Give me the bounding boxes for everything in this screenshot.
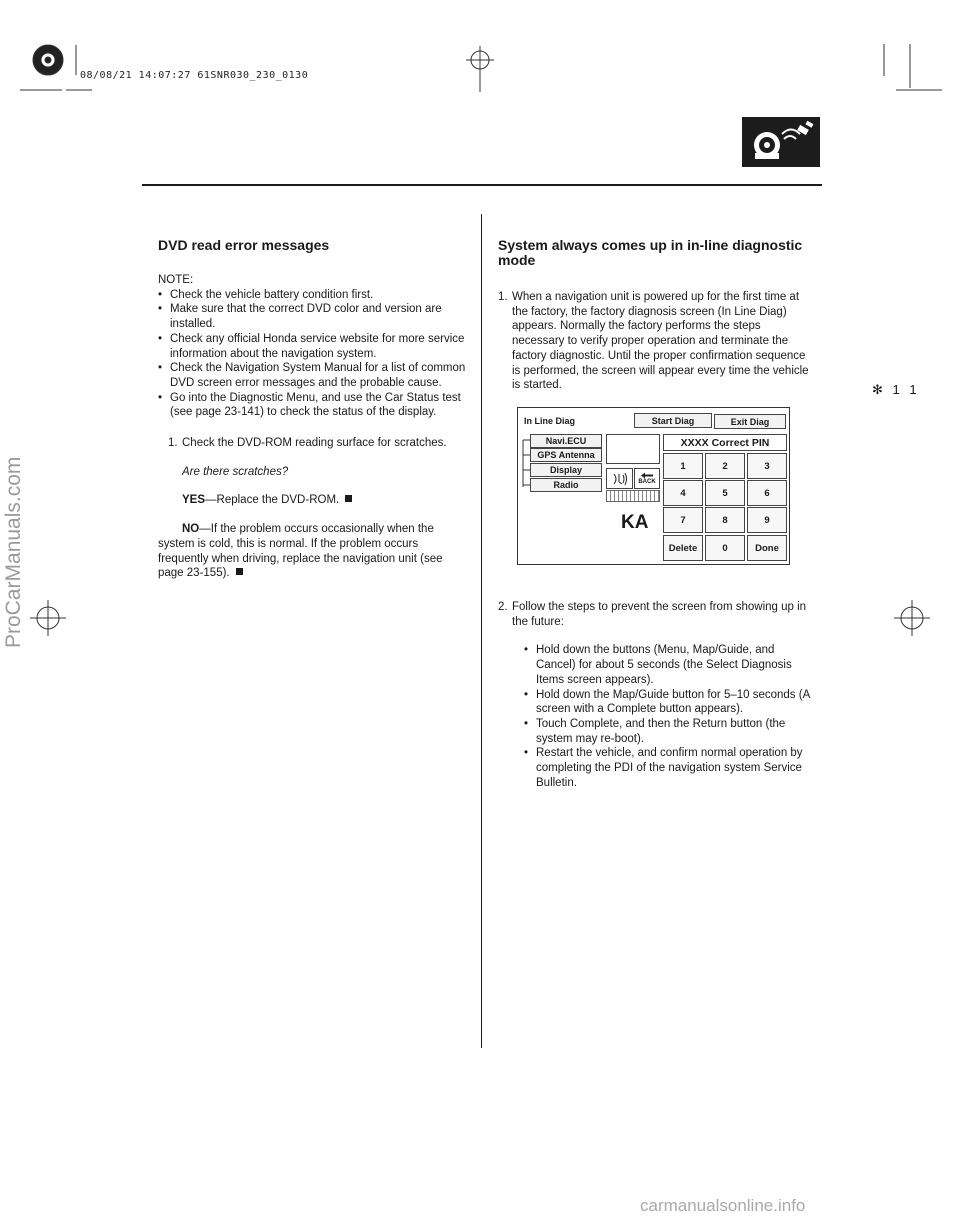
print-code: 08/08/21 14:07:27 61SNR030_230_0130 <box>80 70 309 81</box>
bullet-item: • Touch Complete, and then the Return button (the system may re-boot). <box>524 717 786 745</box>
note-label: NOTE: <box>158 274 194 286</box>
end-mark <box>236 568 243 575</box>
step-2 <box>498 600 813 629</box>
key-7[interactable]: 7 <box>663 507 703 533</box>
step-2-bullets <box>524 643 813 790</box>
step-number: 2. <box>498 601 508 613</box>
done-key[interactable]: Done <box>747 535 787 561</box>
key-9[interactable]: 9 <box>747 507 787 533</box>
watermark-bottom: carmanualsonline.info <box>640 1196 806 1215</box>
column-divider <box>481 214 482 1048</box>
key-2[interactable]: 2 <box>705 453 745 479</box>
step-text: Follow the steps to prevent the screen from showing up in the future: <box>512 601 807 628</box>
right-column-lower <box>498 600 813 790</box>
no-label: NO <box>182 523 200 536</box>
bullet-item: • Restart the vehicle, and confirm normal operation by completing the PDI of the navigation system Service Bulletin. <box>524 747 803 789</box>
step-number: 1. <box>168 437 178 450</box>
key-1[interactable]: 1 <box>663 453 703 479</box>
no-text: If the problem occurs occasionally when the system is cold, this is normal. If the problem occurs frequently when driving, replace the navigation unit (see page 23-155). <box>158 523 443 580</box>
menu-item-gps-antenna[interactable]: GPS Antenna <box>530 448 602 462</box>
key-8[interactable]: 8 <box>705 507 745 533</box>
key-3[interactable]: 3 <box>747 453 787 479</box>
bullet-item: • Hold down the buttons (Menu, Map/Guide, and Cancel) for about 5 seconds (the Select Diagnosis Items screen appears). <box>524 644 792 686</box>
yes-text: Replace the DVD-ROM. <box>216 494 340 507</box>
note-item: • Make sure that the correct DVD color and version are installed. <box>158 303 442 331</box>
section-title-dvd-errors: DVD read error messages <box>158 237 330 253</box>
yes-label: YES <box>182 494 206 507</box>
start-diag-button[interactable]: Start Diag <box>634 413 712 428</box>
exit-diag-button[interactable]: Exit Diag <box>714 414 786 429</box>
region-label: KA <box>621 512 649 533</box>
bullet-item: • Hold down the Map/Guide button for 5–10 seconds (A screen with a Complete button appears). <box>524 688 810 716</box>
menu-item-display[interactable]: Display <box>530 463 602 477</box>
key-6[interactable]: 6 <box>747 480 787 506</box>
menu-item-navi-ecu[interactable]: Navi.ECU <box>530 434 602 448</box>
step-1 <box>498 290 813 393</box>
diag-title: In Line Diag <box>524 416 576 426</box>
input-segments <box>606 490 660 502</box>
step-text: When a navigation unit is powered up for the first time at the factory, the factory diagnosis screen (In Line Diag) appears. Normally the factory performs the steps necessary to verify proper operation and terminate the factory diagnostic. Until the proper confirmation sequence is performed, the screen will appear every time the vehicle is started. <box>512 291 809 392</box>
key-5[interactable]: 5 <box>705 480 745 506</box>
back-arrow-icon <box>640 472 654 479</box>
note-block <box>158 273 468 420</box>
note-item: • Check any official Honda service website for more service information about the navigation system. <box>158 332 465 360</box>
navigation-satellite-icon <box>742 117 820 167</box>
delete-key[interactable]: Delete <box>663 535 703 561</box>
note-item: • Go into the Diagnostic Menu, and use the Car Status test (see page 23-141) to check the status of the display. <box>158 391 461 419</box>
step-text: Check the DVD-ROM reading surface for scratches. <box>182 437 447 450</box>
pin-prompt: XXXX Correct PIN <box>663 434 787 451</box>
yes-branch: YES—Replace the DVD-ROM. <box>182 493 468 508</box>
voice-icon[interactable] <box>606 468 633 489</box>
question: Are there scratches? <box>182 465 289 478</box>
watermark-left: ProCarManuals.com <box>2 456 25 648</box>
end-mark <box>345 495 352 502</box>
step-1 <box>168 436 468 451</box>
step-number: 1. <box>498 291 508 303</box>
section-title-inline-diag: System always comes up in in-line diagnostic mode <box>498 237 803 268</box>
pin-display-box <box>606 434 660 464</box>
in-line-diag-screen <box>517 407 790 565</box>
key-4[interactable]: 4 <box>663 480 703 506</box>
note-item: • Check the Navigation System Manual for a list of common DVD screen error messages and the probable cause. <box>158 362 466 389</box>
side-mark: ✻ 1 1 <box>872 382 920 397</box>
back-button[interactable] <box>634 468 660 489</box>
menu-item-radio[interactable]: Radio <box>530 478 602 492</box>
header-rule <box>142 184 822 186</box>
back-label: BACK <box>638 479 656 485</box>
right-column <box>498 238 813 393</box>
key-0[interactable]: 0 <box>705 535 745 561</box>
note-item: • Check the vehicle battery condition first. <box>158 288 374 301</box>
no-branch: NO—If the problem occurs occasionally when the system is cold, this is normal. If the problem occurs frequently when driving, replace the navigation unit (see page 23-155). <box>158 523 443 580</box>
left-column <box>158 238 468 581</box>
